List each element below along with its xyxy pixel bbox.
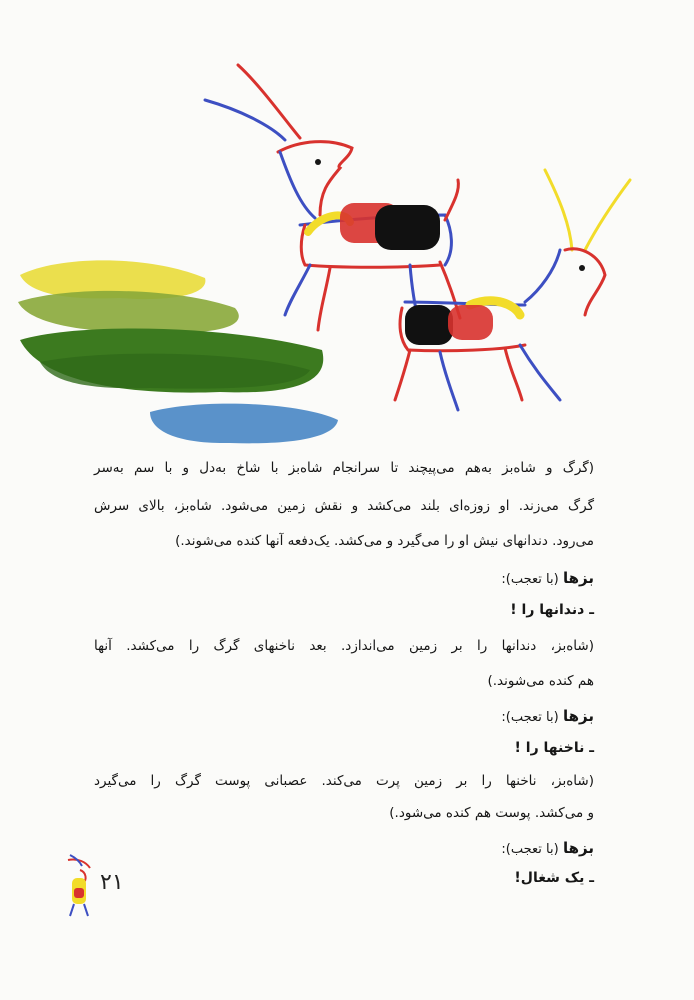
landscape-icon	[18, 260, 338, 443]
narration-line: و می‌کشد. پوست هم کنده می‌شود.)	[389, 805, 594, 821]
narration-line: (گرگ و شاه‌بز به‌هم می‌پیچند تا سرانجام شاه‌بز با شاخ به‌دل و با سم به‌سر	[94, 460, 594, 476]
narration-line: هم کنده می‌شوند.)	[487, 673, 594, 689]
speaker-note: (با تعجب):	[501, 710, 559, 725]
narration-line: گرگ می‌زند. او زوزه‌ای بلند می‌کشد و نقش زمین می‌شود. شاه‌بز، بالای سرش	[94, 498, 594, 514]
dialogue-line: ـ ناخنها را !	[514, 740, 594, 756]
narration-line: می‌رود. دندانهای نیش او را می‌گیرد و می‌کشد. یک‌دفعه آنها کنده می‌شوند.)	[175, 533, 594, 549]
dialogue-line: ـ یک شغال!	[514, 870, 594, 886]
speaker-note: (با تعجب):	[501, 572, 559, 587]
story-text	[94, 450, 594, 930]
front-goat-icon	[395, 170, 630, 410]
dialogue-line: ـ دندانها را !	[510, 602, 594, 618]
speaker-name: بزها	[563, 569, 594, 587]
speaker-note: (با تعجب):	[501, 842, 559, 857]
page-number: ۲۱	[100, 870, 124, 895]
back-goat-icon	[205, 65, 460, 330]
small-goat-icon	[58, 850, 102, 920]
speaker-name: بزها	[563, 707, 594, 725]
narration-line: (شاه‌بز، ناخنها را بر زمین پرت می‌کند. عصبانی پوست گرگ را می‌گیرد	[94, 773, 594, 789]
goats-illustration	[0, 40, 694, 460]
narration-line: (شاه‌بز، دندانها را بر زمین می‌اندازد. بعد ناخنهای گرگ را می‌کشد. آنها	[94, 638, 594, 654]
speaker-name: بزها	[563, 839, 594, 857]
